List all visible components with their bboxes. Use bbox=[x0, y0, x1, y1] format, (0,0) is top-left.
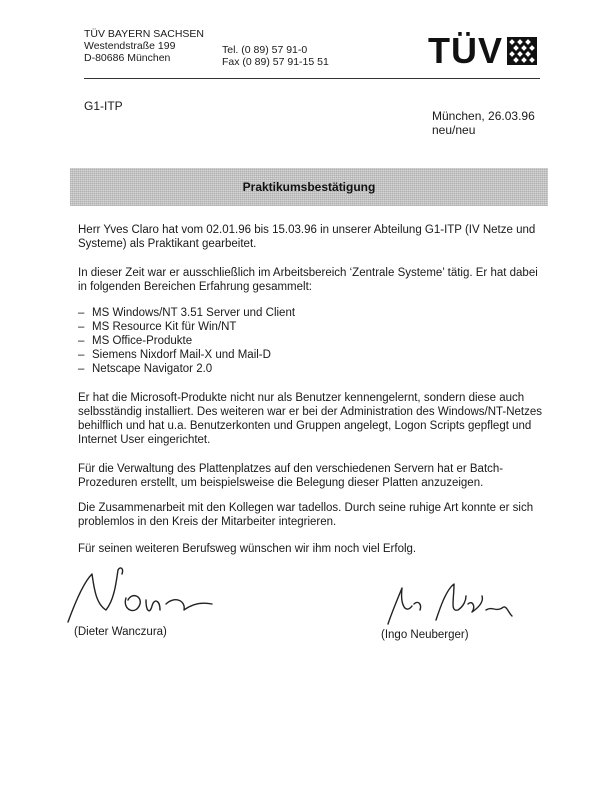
initials: neu/neu bbox=[432, 123, 476, 137]
sender-tel: Tel. (0 89) 57 91-0 bbox=[222, 44, 308, 56]
logo-wordmark: TÜV bbox=[428, 30, 503, 71]
list-dash: – bbox=[78, 307, 85, 319]
department-reference: G1-ITP bbox=[84, 99, 123, 113]
sender-city: D-80686 München bbox=[84, 52, 171, 64]
experience-list bbox=[78, 306, 548, 376]
paragraph-teamwork: Die Zusammenarbeit mit den Kollegen war tadellos. Durch seine ruhige Art konnte er sich problemlos in den Kreis der Mitarbeiter integrieren. bbox=[78, 502, 534, 528]
list-item-text: MS Office-Produkte bbox=[92, 335, 193, 347]
paragraph-activities: Er hat die Microsoft-Produkte nicht nur als Benutzer kennengelernt, sondern diese auch selbsständig installiert. Des weiteren war er bei der Administration des Windows/NT-Netzes behilflich und hat u.a. Benutzerkonten und Gruppen angelegt, Logon Scripts gepflegt und Internet User eingerichtet. bbox=[78, 392, 543, 446]
list-dash: – bbox=[78, 363, 85, 375]
list-item-text: MS Resource Kit für Win/NT bbox=[92, 321, 237, 333]
title-bar bbox=[70, 168, 548, 206]
place-date: München, 26.03.96 bbox=[432, 109, 535, 123]
list-item bbox=[78, 334, 548, 348]
tuv-checkered-emblem-icon bbox=[507, 37, 537, 65]
document-title: Praktikumsbestätigung bbox=[242, 180, 376, 194]
sender-fax: Fax (0 89) 57 91-15 51 bbox=[222, 56, 329, 68]
signatory-left: (Dieter Wanczura) bbox=[74, 626, 167, 638]
list-dash: – bbox=[78, 349, 85, 361]
date-block bbox=[432, 109, 535, 137]
list-item-text: Siemens Nixdorf Mail-X und Mail-D bbox=[92, 349, 271, 361]
paragraph-intro: Herr Yves Claro hat vom 02.01.96 bis 15.03.96 in unserer Abteilung G1-ITP (IV Netze und Systeme) als Praktikant gearbeitet. bbox=[78, 224, 536, 250]
sender-company: TÜV BAYERN SACHSEN bbox=[84, 28, 204, 40]
sender-contact bbox=[222, 44, 329, 68]
paragraph-closing: Für seinen weiteren Berufsweg wünschen wir ihm noch viel Erfolg. bbox=[78, 543, 417, 555]
signature-neuberger bbox=[388, 584, 512, 624]
list-dash: – bbox=[78, 321, 85, 333]
sender-address bbox=[84, 28, 204, 64]
signatory-right: (Ingo Neuberger) bbox=[381, 629, 469, 641]
tuv-logo bbox=[428, 30, 538, 71]
paragraph-batch: Für die Verwaltung des Plattenplatzes auf den verschiedenen Servern hat er Batch-Prozeduren erstellt, um beispielsweise die Belegung dieser Platten anzuzeigen. bbox=[78, 463, 504, 489]
header-divider bbox=[84, 78, 540, 79]
list-item bbox=[78, 362, 548, 376]
list-dash: – bbox=[78, 335, 85, 347]
paragraph-scope: In dieser Zeit war er ausschließlich im Arbeitsbereich ‘Zentrale Systeme’ tätig. Er hat dabei in folgenden Bereichen Erfahrung gesammelt: bbox=[78, 267, 538, 293]
list-item-text: MS Windows/NT 3.51 Server und Client bbox=[92, 307, 296, 319]
list-item bbox=[78, 320, 548, 334]
list-item bbox=[78, 306, 548, 320]
signature-wanczura bbox=[68, 568, 212, 622]
sender-street: Westendstraße 199 bbox=[84, 40, 176, 52]
list-item-text: Netscape Navigator 2.0 bbox=[92, 363, 213, 375]
list-item bbox=[78, 348, 548, 362]
